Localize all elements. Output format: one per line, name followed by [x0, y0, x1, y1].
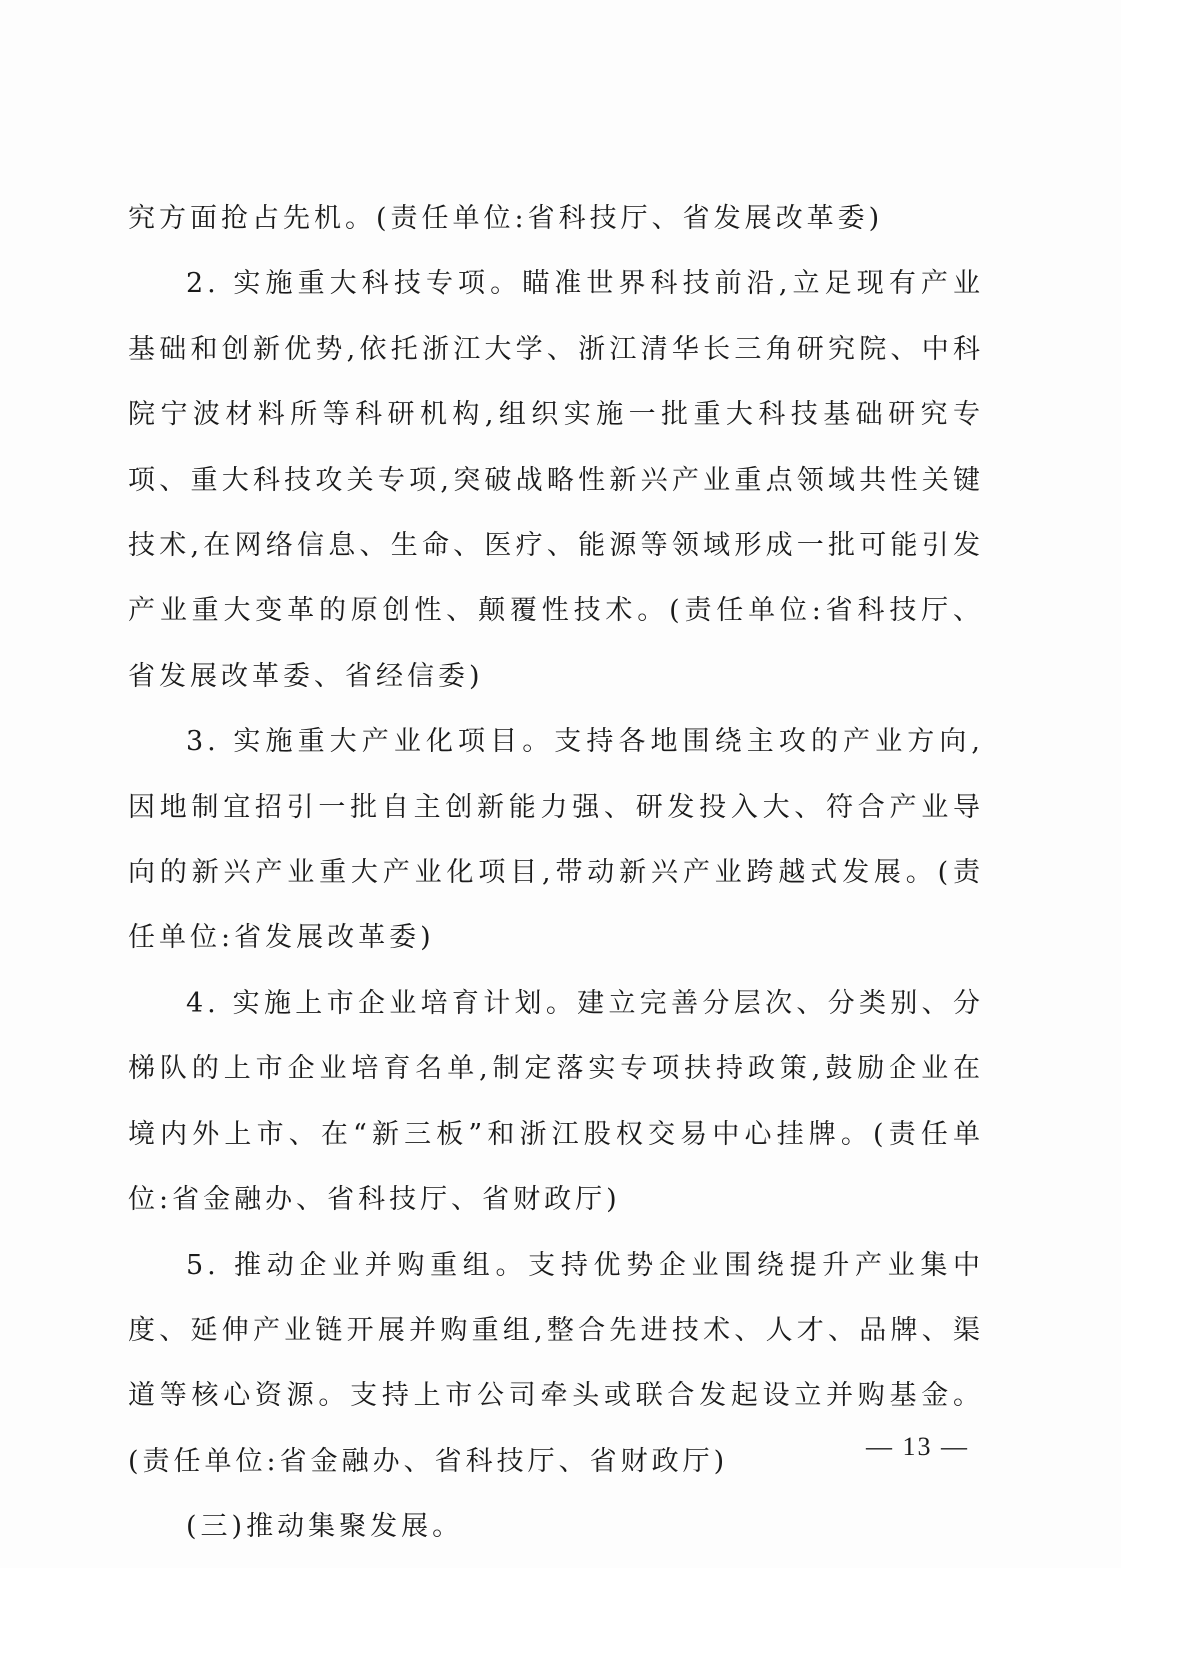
- page-number: — 13 —: [866, 1432, 969, 1461]
- paragraph-item-2: 2. 实施重大科技专项。瞄准世界科技前沿,立足现有产业基础和创新优势,依托浙江大学、浙江清华长三角研究院、中科院宁波材料所等科研机构,组织实施一批重大科技基础研究专项、重大科技攻关专项,突破战略性新兴产业重点领域共性关键技术,在网络信息、生命、医疗、能源等领域形成一批可能引发产业重大变革的原创性、颠覆性技术。(责任单位:省科技厅、省发展改革委、省经信委): [128, 268, 984, 692]
- paragraph-item-3: 3. 实施重大产业化项目。支持各地围绕主攻的产业方向,因地制宜招引一批自主创新能力强、研发投入大、符合产业导向的新兴产业重大产业化项目,带动新兴产业跨越式发展。(责任单位:省发展改革委): [128, 726, 984, 954]
- paragraph-item-4: 4. 实施上市企业培育计划。建立完善分层次、分类别、分梯队的上市企业培育名单,制定落实专项扶持政策,鼓励企业在境内外上市、在“新三板”和浙江股权交易中心挂牌。(责任单位:省金融办、省科技厅、省财政厅): [128, 987, 984, 1216]
- section-heading: (三)推动集聚发展。: [186, 1511, 464, 1543]
- document-body: [128, 186, 984, 1560]
- paragraph-item-5: 5. 推动企业并购重组。支持优势企业围绕提升产业集中度、延伸产业链开展并购重组,整合先进技术、人才、品牌、渠道等核心资源。支持上市公司牵头或联合发起设立并购基金。(责任单位:省金融办、省科技厅、省财政厅): [128, 1249, 984, 1477]
- paragraph-continuation: 究方面抢占先机。(责任单位:省科技厅、省发展改革委): [128, 203, 884, 234]
